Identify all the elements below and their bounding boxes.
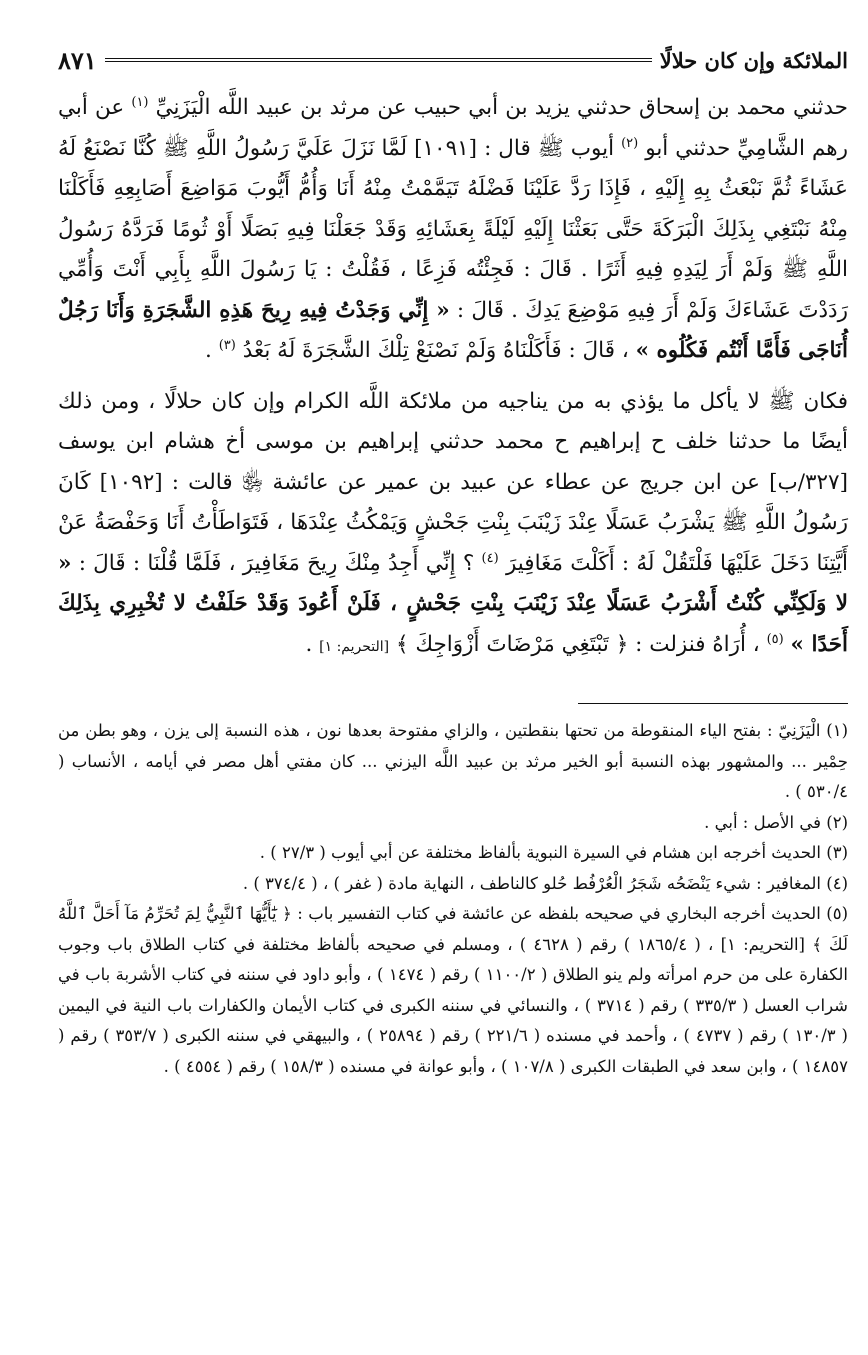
footnote-4: (٤) المغافير : شيء يَنْضَحُه شَجَرُ الْعُرْفُط حُلو كالناطف ، النهاية مادة ( غفر ) ، ( ٣٧٤/٤ ) . [242, 873, 848, 893]
text-segment: فكان ﷺ لا يأكل ما يؤذي به من يناجيه من ملائكة اللَّه الكرام وإن كان حلالًا ، ومن ذلك أيضًا ما حدثنا خلف ح إبراهيم ح محمد حدثني إبراهيم بن موسى أخ هشام ابن يوسف [٣٢٧/ب] عن ابن جريج عن عطاء عن عبيد بن عمير عن عائشة ﵂ قالت : [١٠٩٢] كَانَ رَسُولُ اللَّهِ ﷺ يَشْرَبُ عَسَلًا عِنْدَ زَيْنَبَ بِنْتِ جَحْشٍ وَيَمْكُثُ عِنْدَهَا ، فَتَوَاطَأْتُ أَنَا وَحَفْصَةُ عَنْ أَيَّتِنَا دَخَلَ عَلَيْهَا فَلْتَقُلْ لَهُ : أَكَلْتَ مَغَافِيرَ [58, 388, 849, 576]
footnote-marker: (١) [131, 94, 149, 110]
hadith-text: أيوب ﷺ قال : [١٠٩١] لَمَّا نَزَلَ عَلَيَّ رَسُولُ اللَّهِ ﷺ كُنَّا نَصْنَعُ لَهُ عَشَاءً ثُمَّ نَبْعَثُ بِهِ إِلَيْهِ ، فَإِذَا رَدَّ عَلَيْنَا فَضْلَهُ تَيَمَّمْتُ مِنْهُ أَنَا وَأُمُّ أَيُّوبَ مَوَاضِعَ أَصَابِعِهِ فَأَكَلْنَا مِنْهُ نَبْتَغِي بِذَلِكَ الْبَرَكَةَ حَتَّى بَعَثْنَا إِلَيْهِ لَيْلَةً بِعَشَائِهِ وَقَدْ جَعَلْنَا فِيهِ بَصَلًا أَوْ ثُومًا فَرَدَّهُ رَسُولُ اللَّهِ ﷺ وَلَمْ أَرَ لِيَدِهِ فِيهِ أَثَرًا . قَالَ : فَجِئْتُه فَزِعًا ، فَقُلْتُ : يَا رَسُولَ اللَّهِ بِأَبِي أَنْتَ وَأُمِّي رَدَدْتَ عَشَاءَكَ وَلَمْ أَرَ فِيهِ مَوْضِعَ يَدِكَ . قَالَ : [58, 135, 848, 323]
footnote-marker: (٣) [218, 337, 236, 353]
running-header [58, 40, 848, 80]
footnote-1: (١) الْيَزَنِيّ : بفتح الياء المنقوطة من تحتها بنقطتين ، والزاي مفتوحة بعدها نون ، هذه النسبة إلى يزن ، وهو بطن من حِمْير ... والمشهور بهذه النسبة أبو الخير مرثد بن عبيد اللَّه اليزني ... كان مفتي أهل مصر في أيامه ، الأنساب ( ٥٣٠/٤ ) . [58, 721, 848, 801]
footnote-separator [578, 703, 848, 704]
footnote-5: (٥) الحديث أخرجه البخاري في صحيحه بلفظه عن عائشة في كتاب التفسير باب : ﴿ يَٰٓأَيُّهَا ٱلنَّبِيُّ لِمَ تُحَرِّمُ مَآ أَحَلَّ ٱللَّهُ لَكَ ﴾ [التحريم: ١] ، ( ١٨٦٥/٤ ) رقم ( ٤٦٢٨ ) ، ومسلم في صحيحه بألفاظ مختلفة في كتاب الطلاق باب وجوب الكفارة على من حرم امرأته ولم ينو الطلاق ( ١١٠٠/٢ ) رقم ( ١٤٧٤ ) ، وأبو داود في سننه في كتاب الأشربة باب في شراب العسل ( ٣٣٥/٣ ) رقم ( ٣٧١٤ ) ، والنسائي في سننه الكبرى في كتاب الأيمان والكفارات باب النية في اليمين ( ١٣٠/٣ ) رقم ( ٤٧٣٧ ) ، وأحمد في مسنده ( ٢٢١/٦ ) رقم ( ٢٥٨٩٤ ) ، والبيهقي في سننه الكبرى ( ٣٥٣/٧ ) رقم ( ١٤٨٥٧ ) ، وابن سعد في الطبقات الكبرى ( ١٠٧/٨ ) ، وأبو عوانة في مسنده ( ١٥٨/٣ ) رقم ( ٤٥٥٤ ) . [58, 904, 848, 1076]
header-rule [105, 58, 652, 62]
text-segment: عن أبي رهم الشَّامِيِّ حدثني أبو [58, 95, 848, 161]
text-segment: حدثني محمد بن إسحاق حدثني يزيد بن أبي حبيب عن مرثد بن عبيد اللَّه الْيَزَنِيِّ [155, 95, 848, 120]
footnote-3: (٣) الحديث أخرجه ابن هشام في السيرة النبوية بألفاظ مختلفة عن أبي أيوب ( ٢٧/٣ ) . [259, 843, 848, 862]
running-title: الملائكة وإن كان حلالًا [659, 47, 848, 73]
footnote-marker: (٤) [481, 550, 499, 566]
prophetic-quote: « لا وَلَكِنِّي كُنْتُ أَشْرَبُ عَسَلًا عِنْدَ زَيْنَبَ بِنْتِ جَحْشٍ ، فَلَنْ أَعُودَ وَقَدْ حَلَفْتُ لا تُخْبِرِي بِذَلِكَ أَحَدًا » [58, 550, 848, 657]
footnote-marker: (٢) [621, 135, 639, 151]
page-number: ٨٧١ [58, 45, 97, 75]
book-page [58, 40, 848, 1082]
paragraph-2 [58, 382, 848, 668]
footnote-marker: (٥) [766, 631, 784, 647]
text-segment: ؟ إِنِّي أَجِدُ مِنْكَ رِيحَ مَغَافِيرَ ، فَلَمَّا قُلْنَا : قَالَ : [78, 550, 475, 576]
footnotes [58, 716, 848, 1082]
text-segment: . [305, 631, 313, 657]
text-segment: ، قَالَ : فَأَكَلْنَاهُ وَلَمْ نَصْنَعْ تِلْكَ الشَّجَرَةَ لَهُ بَعْدُ [242, 338, 629, 363]
footnote-2: (٢) في الأصل : أبي . [704, 812, 848, 832]
main-text [58, 88, 848, 667]
paragraph-1 [58, 88, 848, 372]
prophetic-quote: « إِنِّي وَجَدْتُ فِيهِ رِيحَ هَذِهِ الشَّجَرَةِ وَأَنَا رَجُلٌ أُنَاجَى فَأَمَّا أَنْتُم فَكُلُوه » [58, 297, 848, 363]
text-segment: . [205, 338, 212, 363]
verse-reference: [التحريم: ١] [319, 638, 390, 655]
text-segment: ، أُرَاهُ فنزلت : ﴿ تَبْتَغِي مَرْضَاتَ أَزْوَاجِكَ ﴾ [395, 631, 760, 657]
